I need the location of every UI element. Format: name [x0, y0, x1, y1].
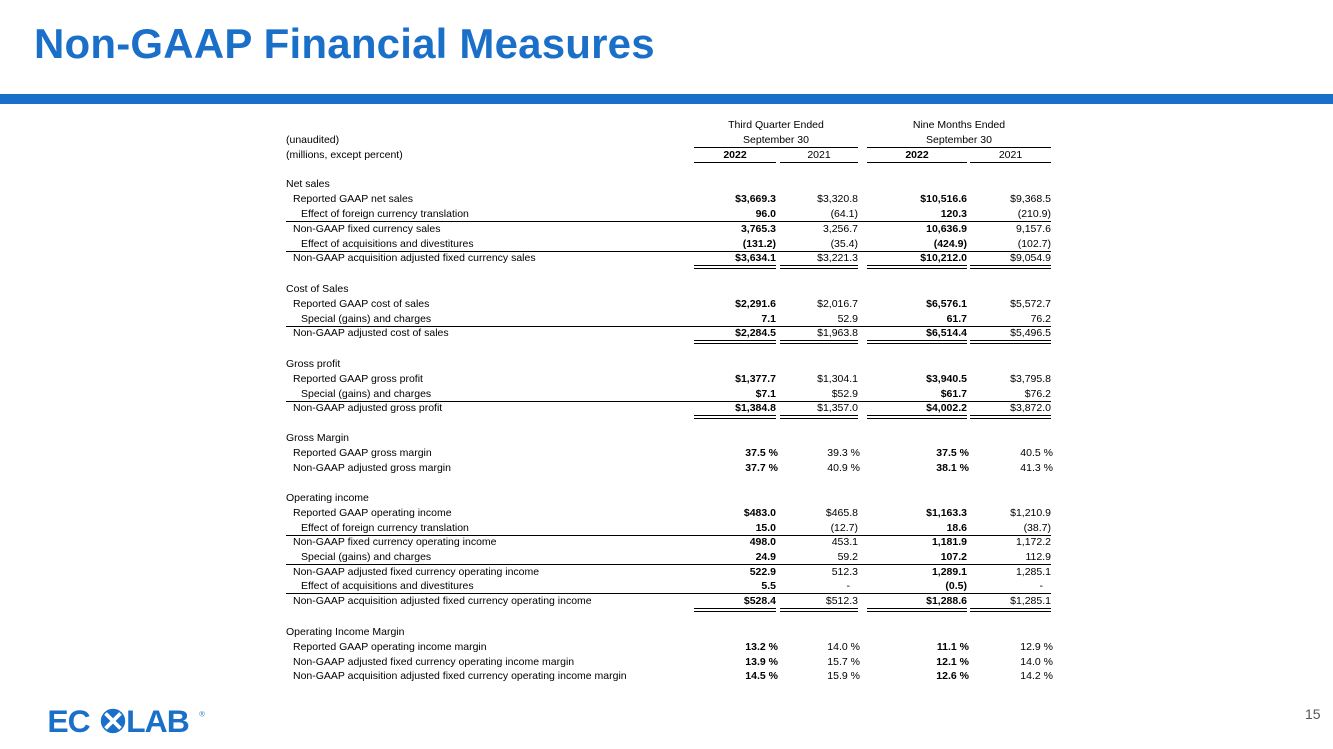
- table-cell: 1,289.1: [931, 566, 967, 578]
- header-9m-line1: Nine Months Ended: [912, 119, 1006, 131]
- subtotal-underline: [286, 564, 1051, 565]
- table-cell: 37.5 %: [936, 447, 969, 459]
- total-underline: [970, 343, 1051, 344]
- table-cell: 40.5 %: [1020, 447, 1053, 459]
- row-label: Non-GAAP fixed currency operating income: [293, 536, 497, 548]
- table-cell: 112.9: [1025, 551, 1051, 563]
- total-underline: [970, 340, 1051, 341]
- table-cell: 1,181.9: [931, 536, 967, 548]
- row-label: Non-GAAP acquisition adjusted fixed currency operating income margin: [293, 670, 627, 682]
- row-label: Non-GAAP acquisition adjusted fixed currency operating income: [293, 595, 592, 607]
- table-cell: (12.7): [830, 522, 858, 534]
- table-cell: 107.2: [940, 551, 967, 563]
- header-9m-underline: [867, 147, 1051, 148]
- table-cell: 40.9 %: [827, 462, 860, 474]
- table-cell: 13.9 %: [745, 656, 778, 668]
- table-cell: $3,795.8: [1010, 373, 1051, 385]
- row-label: Special (gains) and charges: [301, 388, 432, 400]
- header-col-underline: [867, 162, 967, 163]
- page-number: 15: [1305, 706, 1321, 722]
- table-cell: (0.5): [945, 580, 967, 592]
- total-underline: [694, 608, 776, 609]
- row-label: Effect of foreign currency translation: [301, 522, 469, 534]
- table-cell: -: [846, 580, 850, 592]
- table-cell: $1,357.0: [817, 402, 858, 414]
- total-underline: [780, 418, 858, 419]
- table-cell: 37.7 %: [745, 462, 778, 474]
- row-label: Reported GAAP operating income: [293, 507, 452, 519]
- table-cell: $76.2: [1024, 388, 1051, 400]
- header-q3-underline: [694, 147, 858, 148]
- table-cell: 96.0: [755, 208, 776, 220]
- total-underline: [780, 611, 858, 612]
- table-cell: 12.9 %: [1020, 641, 1053, 653]
- table-cell: 11.1 %: [936, 641, 969, 653]
- row-label: Non-GAAP fixed currency sales: [293, 223, 441, 235]
- table-cell: $3,669.3: [735, 193, 776, 205]
- table-cell: $9,368.5: [1010, 193, 1051, 205]
- total-underline: [780, 268, 858, 269]
- row-label: Operating income: [286, 492, 369, 504]
- header-col-underline: [694, 162, 776, 163]
- table-cell: (131.2): [742, 238, 776, 250]
- total-underline: [780, 415, 858, 416]
- table-cell: 13.2 %: [745, 641, 778, 653]
- table-cell: $1,288.6: [926, 595, 967, 607]
- page-title: Non-GAAP Financial Measures: [34, 20, 655, 67]
- total-underline: [970, 268, 1051, 269]
- table-cell: $2,284.5: [735, 327, 776, 339]
- row-label: Net sales: [286, 178, 330, 190]
- header-col-9m-2021: 2021: [998, 149, 1023, 161]
- row-label: Reported GAAP gross profit: [293, 373, 423, 385]
- table-cell: 498.0: [749, 536, 776, 548]
- row-label: Non-GAAP acquisition adjusted fixed currency sales: [293, 252, 536, 264]
- total-underline: [867, 608, 967, 609]
- total-underline: [867, 415, 967, 416]
- total-underline: [867, 418, 967, 419]
- table-cell: $5,572.7: [1010, 298, 1051, 310]
- svg-text:LAB: LAB: [126, 705, 189, 735]
- row-label: Non-GAAP adjusted fixed currency operating income: [293, 566, 540, 578]
- table-cell: 37.5 %: [745, 447, 778, 459]
- table-cell: 512.3: [831, 566, 858, 578]
- table-cell: 14.0 %: [1020, 656, 1053, 668]
- table-cell: $512.3: [825, 595, 858, 607]
- row-label: Effect of acquisitions and divestitures: [301, 580, 474, 592]
- table-cell: 9,157.6: [1015, 223, 1051, 235]
- row-label: Special (gains) and charges: [301, 313, 432, 325]
- table-cell: 1,285.1: [1015, 566, 1051, 578]
- table-cell: 453.1: [831, 536, 858, 548]
- svg-text:®: ®: [199, 709, 205, 719]
- total-underline: [694, 340, 776, 341]
- table-cell: $6,576.1: [926, 298, 967, 310]
- table-cell: $465.8: [825, 507, 858, 519]
- total-underline: [970, 418, 1051, 419]
- table-cell: $9,054.9: [1010, 252, 1051, 264]
- row-label: Special (gains) and charges: [301, 551, 432, 563]
- table-cell: $1,963.8: [817, 327, 858, 339]
- table-cell: $3,320.8: [817, 193, 858, 205]
- table-cell: 1,172.2: [1015, 536, 1051, 548]
- table-cell: 39.3 %: [827, 447, 860, 459]
- total-underline: [970, 608, 1051, 609]
- row-label: Reported GAAP net sales: [293, 193, 414, 205]
- table-cell: $3,872.0: [1010, 402, 1051, 414]
- header-q3-line1: Third Quarter Ended: [728, 119, 824, 131]
- table-cell: $1,384.8: [735, 402, 776, 414]
- header-col-9m-2022: 2022: [905, 149, 929, 161]
- total-underline: [867, 340, 967, 341]
- row-label: Non-GAAP adjusted fixed currency operating income margin: [293, 656, 575, 668]
- total-underline: [867, 265, 967, 266]
- total-underline: [780, 340, 858, 341]
- row-label: Effect of acquisitions and divestitures: [301, 238, 474, 250]
- table-cell: $1,304.1: [817, 373, 858, 385]
- table-cell: $1,210.9: [1010, 507, 1051, 519]
- total-underline: [867, 268, 967, 269]
- total-underline: [694, 343, 776, 344]
- table-cell: 41.3 %: [1020, 462, 1053, 474]
- table-cell: 15.7 %: [827, 656, 860, 668]
- header-col-q3-2022: 2022: [723, 149, 747, 161]
- table-cell: 522.9: [749, 566, 776, 578]
- row-label: Effect of foreign currency translation: [301, 208, 469, 220]
- table-cell: 5.5: [761, 580, 776, 592]
- total-underline: [780, 608, 858, 609]
- table-cell: $61.7: [940, 388, 967, 400]
- table-cell: 12.1 %: [936, 656, 969, 668]
- table-cell: 3,765.3: [740, 223, 776, 235]
- table-cell: $3,634.1: [735, 252, 776, 264]
- table-cell: (64.1): [830, 208, 858, 220]
- total-underline: [970, 265, 1051, 266]
- table-cell: 59.2: [837, 551, 858, 563]
- header-col-underline: [970, 162, 1051, 163]
- svg-text:EC: EC: [47, 705, 90, 735]
- total-underline: [694, 268, 776, 269]
- table-cell: $2,291.6: [735, 298, 776, 310]
- table-cell: $1,163.3: [926, 507, 967, 519]
- table-cell: $6,514.4: [926, 327, 967, 339]
- table-cell: 10,636.9: [926, 223, 967, 235]
- table-cell: 15.9 %: [827, 670, 860, 682]
- table-cell: $2,016.7: [817, 298, 858, 310]
- table-cell: $483.0: [743, 507, 776, 519]
- total-underline: [694, 418, 776, 419]
- row-label: Non-GAAP adjusted gross profit: [293, 402, 443, 414]
- row-label: Operating Income Margin: [286, 626, 405, 638]
- row-label: Non-GAAP adjusted gross margin: [293, 462, 451, 474]
- table-cell: 52.9: [837, 313, 858, 325]
- row-label: Reported GAAP operating income margin: [293, 641, 487, 653]
- table-cell: (38.7): [1023, 522, 1051, 534]
- table-cell: $1,377.7: [735, 373, 776, 385]
- table-cell: (210.9): [1017, 208, 1051, 220]
- table-cell: 12.6 %: [936, 670, 969, 682]
- table-cell: 3,256.7: [822, 223, 858, 235]
- ecolab-logo: [42, 705, 214, 735]
- row-label: Reported GAAP cost of sales: [293, 298, 430, 310]
- table-cell: (102.7): [1017, 238, 1051, 250]
- header-9m-line2: September 30: [926, 134, 992, 146]
- table-cell: (424.9): [933, 238, 967, 250]
- total-underline: [780, 265, 858, 266]
- total-underline: [970, 611, 1051, 612]
- table-cell: 15.0: [755, 522, 776, 534]
- table-cell: 14.0 %: [827, 641, 860, 653]
- table-cell: $10,516.6: [920, 193, 967, 205]
- subtotal-underline: [286, 221, 1051, 222]
- table-cell: $1,285.1: [1010, 595, 1051, 607]
- table-cell: $4,002.2: [926, 402, 967, 414]
- total-underline: [694, 415, 776, 416]
- table-cell: $7.1: [755, 388, 776, 400]
- total-underline: [694, 265, 776, 266]
- header-col-q3-2021: 2021: [807, 149, 831, 161]
- total-underline: [694, 611, 776, 612]
- row-label: Gross Margin: [286, 432, 350, 444]
- row-label: Cost of Sales: [286, 283, 349, 295]
- header-unaudited: (unaudited): [286, 134, 340, 146]
- table-cell: 120.3: [940, 208, 967, 220]
- table-cell: $3,940.5: [926, 373, 967, 385]
- table-cell: 61.7: [946, 313, 967, 325]
- total-underline: [780, 343, 858, 344]
- header-q3-line2: September 30: [743, 134, 809, 146]
- table-cell: 14.5 %: [745, 670, 778, 682]
- table-cell: 14.2 %: [1020, 670, 1053, 682]
- table-cell: $10,212.0: [920, 252, 967, 264]
- subtotal-underline: [286, 593, 1051, 594]
- table-cell: 7.1: [761, 313, 776, 325]
- header-units: (millions, except percent): [286, 149, 403, 161]
- table-cell: (35.4): [830, 238, 858, 250]
- row-label: Non-GAAP adjusted cost of sales: [293, 327, 449, 339]
- row-label: Gross profit: [286, 358, 341, 370]
- table-cell: $5,496.5: [1010, 327, 1051, 339]
- total-underline: [867, 611, 967, 612]
- table-cell: $528.4: [743, 595, 776, 607]
- table-cell: 38.1 %: [936, 462, 969, 474]
- table-cell: 24.9: [755, 551, 776, 563]
- table-cell: $52.9: [831, 388, 858, 400]
- table-cell: $3,221.3: [817, 252, 858, 264]
- total-underline: [970, 415, 1051, 416]
- header-col-underline: [780, 162, 858, 163]
- table-cell: -: [1039, 580, 1043, 592]
- row-label: Reported GAAP gross margin: [293, 447, 432, 459]
- table-cell: 76.2: [1030, 313, 1051, 325]
- table-cell: 18.6: [946, 522, 967, 534]
- total-underline: [867, 343, 967, 344]
